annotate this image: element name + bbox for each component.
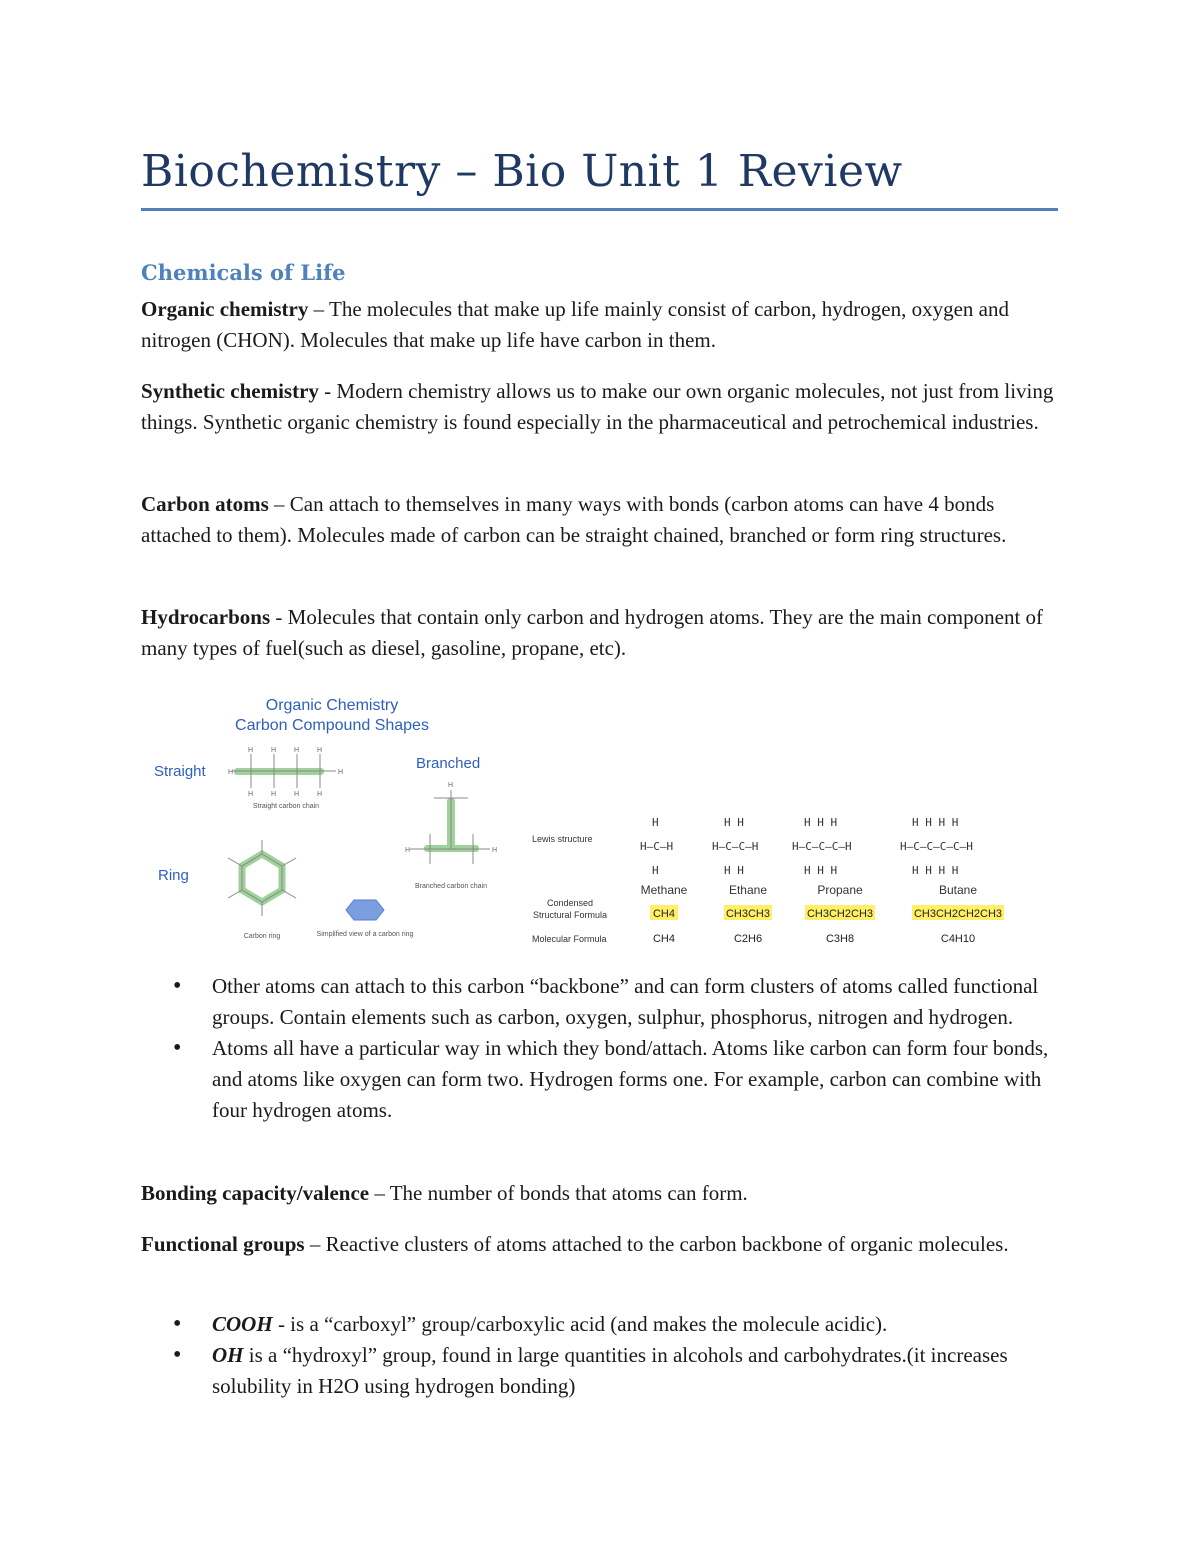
group-oh: OH	[212, 1343, 244, 1367]
svg-text:H: H	[228, 769, 234, 776]
list-item	[141, 1309, 1059, 1340]
lewis-butane-mid: H–C–C–C–C–H	[900, 840, 973, 853]
lewis-butane-top: H H H H	[912, 816, 959, 829]
term-separator: -	[270, 605, 288, 629]
lewis-ethane-top: H H	[724, 816, 744, 829]
lewis-methane-mid: H–C–H	[640, 840, 674, 853]
term-hydrocarbons: Hydrocarbons	[141, 605, 271, 629]
term-functional-groups: Functional groups	[141, 1232, 305, 1256]
svg-text:H: H	[271, 747, 277, 754]
definition-organic-chemistry: The molecules that make up life mainly consist of carbon, hydrogen, oxygen and nitrogen (CHON). Molecules that make up life have carbon in them.	[141, 297, 1009, 352]
definition-hydrocarbons: Molecules that contain only carbon and hydrogen atoms. They are the main component of many types of fuel(such as diesel, gasoline, propane, etc).	[141, 605, 1044, 660]
svg-text:H: H	[317, 791, 323, 798]
list-item	[141, 1340, 1059, 1402]
label-branched: Branched	[416, 755, 481, 772]
svg-text:H: H	[248, 791, 254, 798]
paragraph-functional-groups	[141, 1229, 1059, 1260]
paragraph-bonding-capacity	[141, 1178, 1059, 1209]
lewis-methane-bot: H	[652, 864, 659, 877]
group-oh-description: is a “hydroxyl” group, found in large quantities in alcohols and carbohydrates.(it increases solubility in H2O using hydrogen bonding)	[212, 1343, 1008, 1398]
svg-text:H: H	[248, 747, 254, 754]
paragraph-synthetic-chemistry	[141, 376, 1059, 438]
term-carbon-atoms: Carbon atoms	[141, 492, 269, 516]
simplified-ring-icon	[346, 900, 384, 920]
svg-text:H: H	[338, 769, 344, 776]
label-ring: Ring	[158, 867, 189, 884]
svg-text:H: H	[405, 847, 411, 854]
svg-text:H: H	[317, 747, 323, 754]
svg-text:H: H	[294, 791, 300, 798]
label-molecular-formula: Molecular Formula	[532, 934, 607, 944]
branched-chain-structure	[405, 782, 497, 864]
caption-simplified: Simplified view of a carbon ring	[316, 931, 414, 938]
definition-synthetic-chemistry: Modern chemistry allows us to make our own organic molecules, not just from living things. Synthetic organic chemistry is found especially in the pharmaceutical and petrochemical industries.	[141, 379, 1054, 434]
carbon-shapes-figure	[140, 690, 1040, 950]
lewis-propane-mid: H–C–C–C–H	[792, 840, 852, 853]
lewis-ethane-mid: H–C–C–H	[712, 840, 759, 853]
term-bonding-capacity: Bonding capacity/valence	[141, 1181, 370, 1205]
label-lewis-structure: Lewis structure	[532, 834, 593, 844]
molecule-name-butane: Butane	[938, 883, 978, 897]
molecule-name-ethane: Ethane	[728, 883, 768, 897]
lewis-butane-bot: H H H H	[912, 864, 959, 877]
term-separator: –	[268, 492, 290, 516]
molecular-formula-ethane: C2H6	[733, 933, 763, 945]
svg-text:H: H	[492, 847, 498, 854]
caption-ring: Carbon ring	[243, 933, 281, 940]
term-organic-chemistry: Organic chemistry	[141, 297, 309, 321]
paragraph-organic-chemistry	[141, 294, 1059, 356]
figure-title-line2: Carbon Compound Shapes	[235, 717, 429, 734]
lewis-ethane-bot: H H	[724, 864, 744, 877]
lewis-propane-top: H H H	[804, 816, 838, 829]
condensed-formula-methane: CH4	[652, 908, 676, 920]
molecule-name-propane: Propane	[817, 883, 863, 897]
term-separator: –	[308, 297, 329, 321]
caption-straight: Straight carbon chain	[252, 803, 320, 810]
molecule-table	[641, 883, 1004, 945]
ring-structure	[228, 840, 296, 916]
page-title: Biochemistry – Bio Unit 1 Review	[141, 146, 903, 197]
molecule-name-methane: Methane	[640, 883, 688, 897]
label-straight: Straight	[154, 763, 206, 780]
lewis-propane-bot: H H H	[804, 864, 838, 877]
lewis-structures	[640, 816, 973, 877]
term-separator: -	[318, 379, 337, 403]
molecular-formula-butane: C4H10	[940, 933, 976, 945]
lewis-methane-top: H	[652, 816, 659, 829]
molecular-formula-propane: C3H8	[825, 933, 855, 945]
bullet-list-backbone	[141, 971, 1059, 1126]
definition-carbon-atoms: Can attach to themselves in many ways with bonds (carbon atoms can have 4 bonds attached to them). Molecules made of carbon can be straight chained, branched or form ring structures.	[141, 492, 1007, 547]
paragraph-carbon-atoms	[141, 489, 1059, 551]
molecular-formula-methane: CH4	[652, 933, 676, 945]
figure-title-line1: Organic Chemistry	[265, 697, 399, 714]
list-item: • Other atoms can attach to this carbon “backbone” and can form clusters of atoms called functional groups. Contain elements such as carbon, oxygen, sulphur, phosphorus, nitrogen and hydrogen.	[141, 971, 1059, 1033]
straight-chain-structure	[228, 747, 343, 798]
title-underline	[141, 208, 1058, 211]
svg-text:H: H	[294, 747, 300, 754]
condensed-formula-ethane: CH3CH3	[725, 908, 771, 920]
carbon-shapes-diagram	[140, 690, 1040, 950]
definition-bonding-capacity: The number of bonds that atoms can form.	[389, 1181, 748, 1205]
group-cooh: COOH	[212, 1312, 273, 1336]
paragraph-hydrocarbons	[141, 602, 1059, 664]
section-heading: Chemicals of Life	[141, 260, 346, 285]
label-condensed-2: Structural Formula	[532, 910, 608, 920]
condensed-formula-propane: CH3CH2CH3	[806, 908, 874, 920]
term-separator: –	[369, 1181, 390, 1205]
group-cooh-description: - is a “carboxyl” group/carboxylic acid (and makes the molecule acidic).	[272, 1312, 888, 1336]
bullet-list-functional-groups	[141, 1309, 1059, 1402]
list-item: • Atoms all have a particular way in which they bond/attach. Atoms like carbon can form four bonds, and atoms like oxygen can form two. Hydrogen forms one. For example, carbon can combine with four hydrogen atoms.	[141, 1033, 1059, 1126]
definition-functional-groups: Reactive clusters of atoms attached to the carbon backbone of organic molecules.	[325, 1232, 1009, 1256]
svg-text:H: H	[271, 791, 277, 798]
term-separator: –	[304, 1232, 326, 1256]
caption-branched: Branched carbon chain	[415, 883, 487, 890]
condensed-formula-butane: CH3CH2CH2CH3	[913, 908, 1003, 920]
svg-text:H: H	[448, 782, 454, 789]
label-condensed-1: Condensed	[546, 898, 594, 908]
term-synthetic-chemistry: Synthetic chemistry	[141, 379, 319, 403]
